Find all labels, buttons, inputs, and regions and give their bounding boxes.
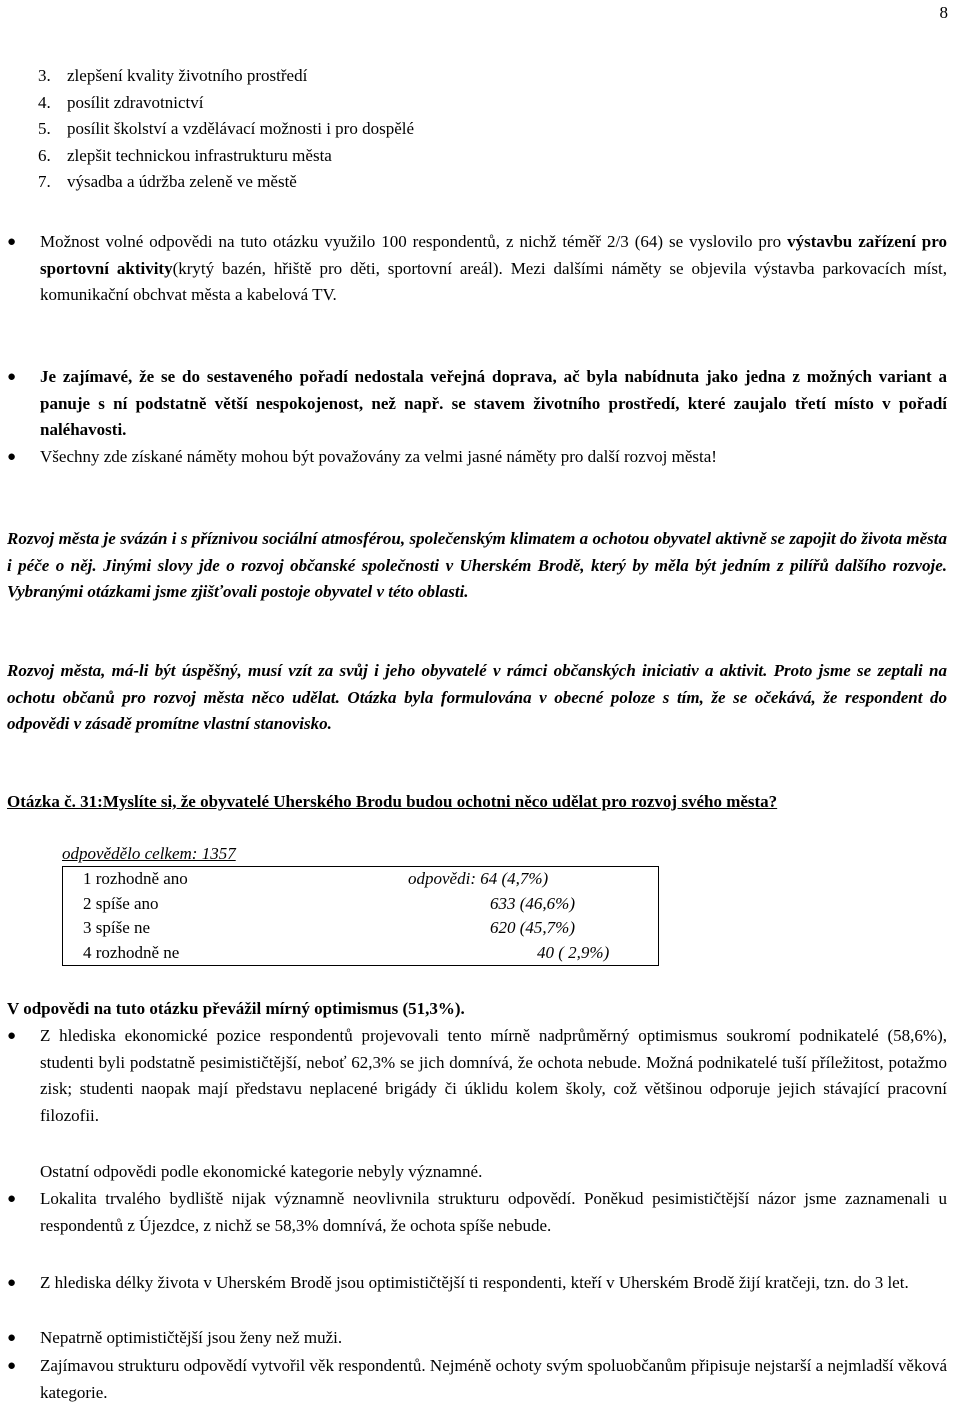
page-number: 8 xyxy=(939,3,948,22)
bullet-economic: ● Z hlediska ekonomické pozice respondentů projevovali tento mírně nadprůměrný optimismus soukromí podnikatelé (58,6%), studenti byli podstatně pesimističtější, neboť 62,3% se jich domnívá, že ochota nebude. Možná podnikatelé tuší příležitost, potažmo zisk; studenti naopak mají představu neplacené brigády či úklidu kolem školy, což většinou odporuje jejich stávající pracovní filozofii. xyxy=(7,1023,947,1129)
bullet-locality: ● Lokalita trvalého bydliště nijak významně neovlivnila strukturu odpovědí. Poněkud pesimističtější názor jsme zaznamenali u respondentů z Újezdce, z nichž se 58,3% domnívá, že ochota spíše nebude. xyxy=(7,1186,947,1239)
table-row: 1 rozhodně ano odpovědi: 64 (4,7%) xyxy=(83,869,549,889)
total-responses: odpovědělo celkem: 1357 xyxy=(62,844,236,863)
table-row: 2 spíše ano 633 (46,6%) xyxy=(83,893,575,913)
bullet-icon: ● xyxy=(7,1330,17,1346)
bullet-icon: ● xyxy=(7,234,17,250)
summary-heading: V odpovědi na tuto otázku převážil mírný optimismus (51,3%). xyxy=(7,999,465,1018)
bullet-residence-length: ● Z hlediska délky života v Uherském Brodě jsou optimističtější ti respondenti, kteří v Uherském Brodě žijí kratčeji, tzn. do 3 let. xyxy=(7,1270,947,1297)
bullet-free-answers: ● Možnost volné odpovědi na tuto otázku využilo 100 respondentů, z nichž téměř 2/3 (64) se vyslovilo pro výstavbu zařízení pro sportovní aktivity(krytý bazén, hřiště pro děti, sportovní areál). Mezi dalšími náměty se objevila výstavba parkovacích míst, komunikační obchvat města a kabelová TV. xyxy=(7,229,947,309)
note-other-answers: Ostatní odpovědi podle ekonomické kategorie nebyly významné. xyxy=(40,1162,483,1181)
bullet-icon: ● xyxy=(7,1358,17,1374)
list-item: 6. zlepšit technickou infrastrukturu města xyxy=(38,145,332,165)
table-row: 4 rozhodně ne 40 ( 2,9%) xyxy=(83,942,610,962)
question-31: Otázka č. 31:Myslíte si, že obyvatelé Uherského Brodu budou ochotni něco udělat pro rozvoj svého města? xyxy=(7,792,778,811)
bullet-gender: ● Nepatrně optimističtější jsou ženy než muži. xyxy=(7,1325,947,1352)
bullet-icon: ● xyxy=(7,369,17,385)
bullet-icon: ● xyxy=(7,1275,17,1291)
bullet-ideas: ● Všechny zde získané náměty mohou být považovány za velmi jasné náměty pro další rozvoj města! xyxy=(7,444,947,471)
list-item: 3. zlepšení kvality životního prostředí xyxy=(38,66,308,85)
list-item: 4. posílit zdravotnictví xyxy=(38,92,204,112)
priority-list xyxy=(38,63,414,196)
bullet-icon: ● xyxy=(7,1191,17,1207)
paragraph-civic-society: Rozvoj města je svázán i s příznivou sociální atmosférou, společenským klimatem a ochotou obyvatel aktivně se zapojit do života města i péče o něj. Jinými slovy jde o rozvoj občanské společnosti v Uherském Brodě, který by měla být jedním z pilířů dalšího rozvoje. Vybranými otázkami jsme zjišťovali postoje obyvatel v této oblasti. xyxy=(7,529,947,601)
paragraph-initiative: Rozvoj města, má-li být úspěšný, musí vzít za svůj i jeho obyvatelé v rámci občanských iniciativ a aktivit. Proto jsme se zeptali na ochotu občanů pro rozvoj města něco udělat. Otázka byla formulována v obecné poloze s tím, že se očekává, že respondent do odpovědi v zásadě promítne vlastní stanovisko. xyxy=(7,661,947,733)
bullet-icon: ● xyxy=(7,1028,17,1044)
table-row: 3 spíše ne 620 (45,7%) xyxy=(83,918,575,938)
bullet-public-transport: ● Je zajímavé, že se do sestaveného pořadí nedostala veřejná doprava, ač byla nabídnuta jako jedna z možných variant a panuje s ní podstatně větší nespokojenost, než např. se stavem životního prostředí, které zaujalo třetí místo v pořadí naléhavosti. xyxy=(7,364,947,444)
bullet-icon: ● xyxy=(7,449,17,465)
bullet-age: ● Zajímavou strukturu odpovědí vytvořil věk respondentů. Nejméně ochoty svým spoluobčanům připisuje nejstarší a nejmladší věková kategorie. xyxy=(7,1353,947,1406)
answers-table xyxy=(62,866,659,966)
list-item: 7. výsadba a údržba zeleně ve městě xyxy=(38,172,297,191)
list-item: 5. posílit školství a vzdělávací možnosti i pro dospělé xyxy=(38,119,415,138)
